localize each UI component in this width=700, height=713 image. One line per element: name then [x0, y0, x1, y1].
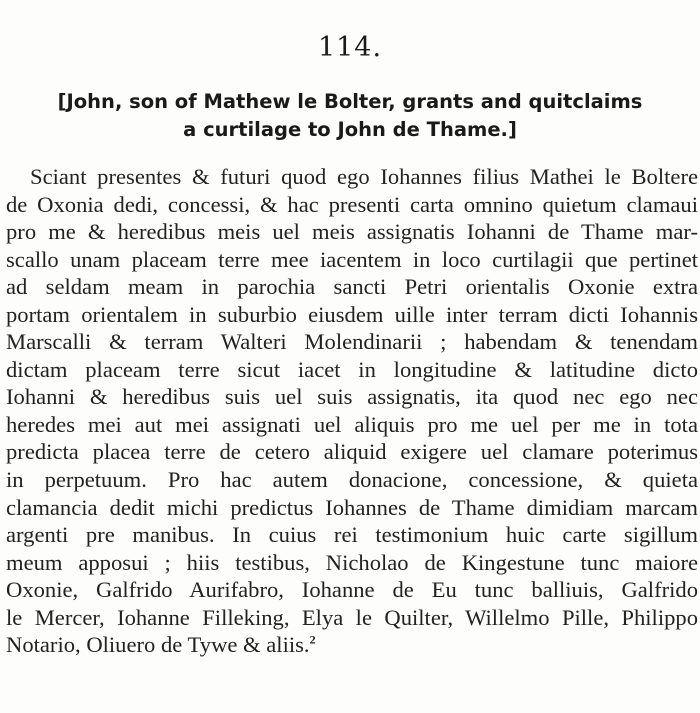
text-line: Sciant presentes & futuri quod ego Iohannes filius Mathei le Boltere: [30, 164, 698, 189]
document-number: 114.: [317, 32, 383, 63]
text-line: clamancia dedit michi predictus Iohannes de Thame dimidiam marcam: [6, 494, 698, 520]
text-line: argenti pre manibus. In cuius rei testimonium huic carte sigillum: [6, 522, 698, 548]
text-line: Notario, Oliuero de Tywe & aliis.: [6, 632, 310, 658]
text-line: scallo unam placeam terre mee iacentem in loco curtilagii que pertinet: [6, 246, 698, 272]
charter-text: [6, 163, 698, 659]
heading-line: a curtilage to John de Thame.]: [183, 118, 517, 141]
text-line-last: [6, 631, 698, 659]
heading-line: [John, son of Mathew le Bolter, grants and quitclaims: [57, 90, 643, 113]
text-line: dictam placeam terre sicut iacet in longitudine & latitudine dicto: [6, 356, 698, 382]
text-line: in perpetuum. Pro hac autem donacione, concessione, & quieta: [6, 467, 698, 493]
text-line: de Oxonia dedi, concessi, & hac presenti carta omnino quietum clamaui: [6, 191, 698, 217]
text-line: pro me & heredibus meis uel meis assignatis Iohanni de Thame mar-: [6, 219, 698, 245]
text-line: portam orientalem in suburbio eiusdem uille inter terram dicti Iohannis: [6, 301, 698, 327]
text-line: predicta placea terre de cetero aliquid exigere uel clamare poterimus: [6, 439, 698, 465]
text-line: heredes mei aut mei assignati uel aliquis pro me uel per me in tota: [6, 411, 698, 437]
text-line: Marscalli & terram Walteri Molendinarii ; habendam & tenendam: [6, 329, 698, 355]
text-line: Iohanni & heredibus suis uel suis assignatis, ita quod nec ego nec: [6, 384, 698, 410]
text-line: meum apposui ; hiis testibus, Nicholao de Kingestune tunc maiore: [6, 549, 698, 575]
text-line: le Mercer, Iohanne Filleking, Elya le Quilter, Willelmo Pille, Philippo: [6, 604, 698, 630]
document-heading: [0, 88, 700, 144]
footnote-marker[interactable]: 2: [309, 632, 316, 647]
text-line: Oxonie, Galfrido Aurifabro, Iohanne de Eu tunc balliuis, Galfrido: [6, 577, 698, 603]
text-line: ad seldam meam in parochia sancti Petri orientalis Oxonie extra: [6, 274, 698, 300]
